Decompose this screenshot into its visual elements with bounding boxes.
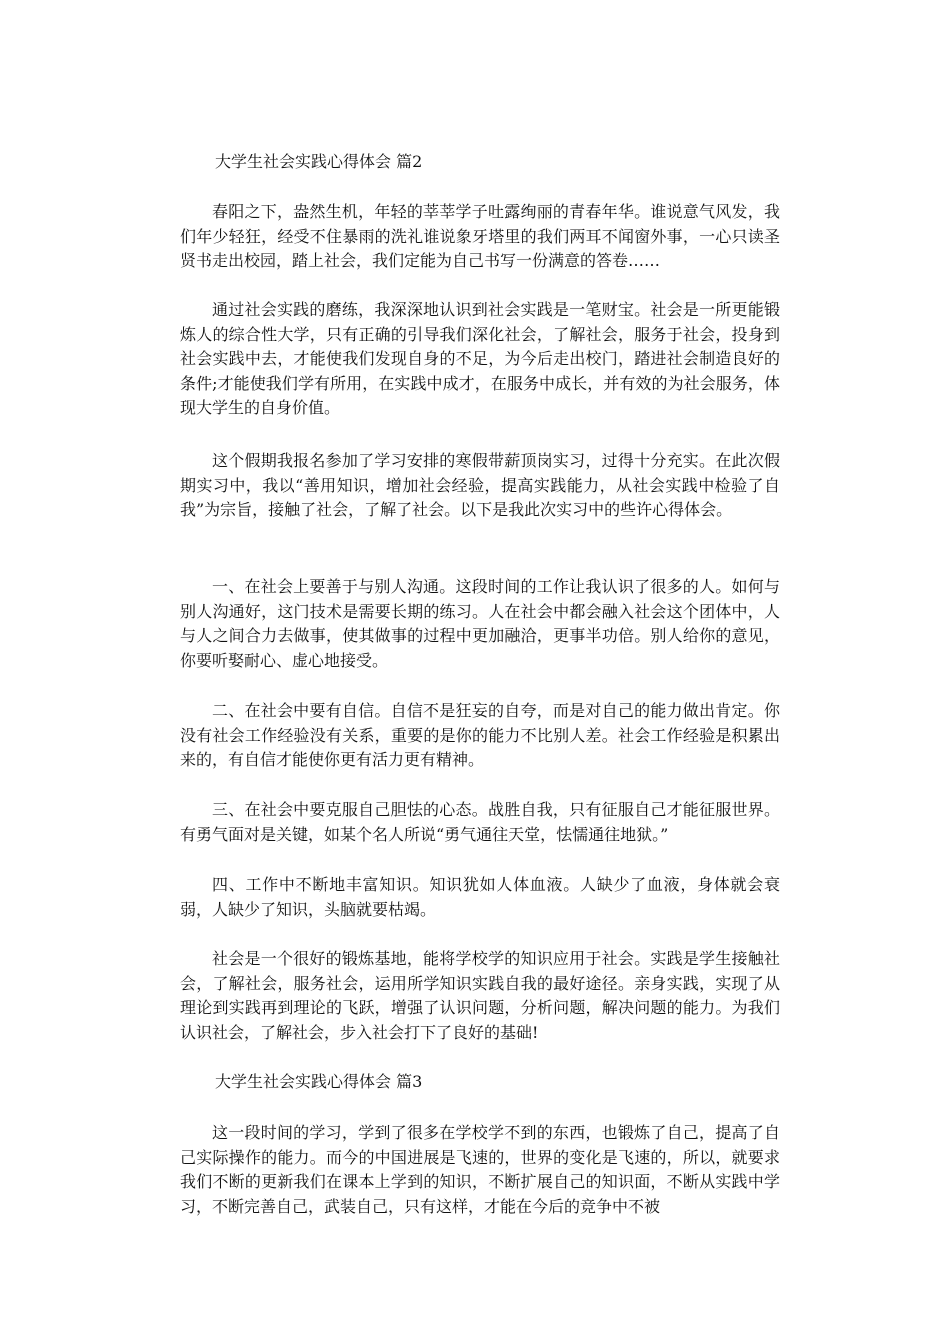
paragraph: 这一段时间的学习，学到了很多在学校学不到的东西，也锻炼了自己，提高了自己实际操作的能力。而今的中国进展是飞速的，世界的变化是飞速的，所以，就要求我们不断的更新我们在课本上学到的知识，不断扩展自己的知识面，不断从实践中学习，不断完善自己，武装自己，只有这样，才能在今后的竞争中不被 <box>180 1123 780 1216</box>
paragraph: 二、在社会中要有自信。自信不是狂妄的自夸，而是对自己的能力做出肯定。你没有社会工作经验没有关系，重要的是你的能力不比别人差。社会工作经验是积累出来的，有自信才能使你更有活力更有精神。 <box>180 701 780 769</box>
paragraph: 四、工作中不断地丰富知识。知识犹如人体血液。人缺少了血液，身体就会衰弱，人缺少了知识，头脑就要枯竭。 <box>180 875 780 919</box>
paragraph: 一、在社会上要善于与别人沟通。这段时间的工作让我认识了很多的人。如何与别人沟通好，这门技术是需要长期的练习。人在社会中都会融入社会这个团体中，人与人之间合力去做事，使其做事的过程中更加融洽，更事半功倍。别人给你的意见，你要听娶耐心、虚心地接受。 <box>180 577 780 670</box>
paragraph: 春阳之下，盎然生机，年轻的莘莘学子吐露绚丽的青春年华。谁说意气风发，我们年少轻狂，经受不住暴雨的洗礼谁说象牙塔里的我们两耳不闻窗外事，一心只读圣贤书走出校园，踏上社会，我们定能为自己书写一份满意的答卷…… <box>180 202 780 270</box>
paragraph: 社会是一个很好的锻炼基地，能将学校学的知识应用于社会。实践是学生接触社会，了解社会，服务社会，运用所学知识实践自我的最好途径。亲身实践，实现了从理论到实践再到理论的飞跃，增强了认识问题，分析问题，解决问题的能力。为我们认识社会，了解社会，步入社会打下了良好的基础! <box>180 949 780 1042</box>
paragraph: 通过社会实践的磨练，我深深地认识到社会实践是一笔财宝。社会是一所更能锻炼人的综合性大学，只有正确的引导我们深化社会，了解社会，服务于社会，投身到社会实践中去，才能使我们发现自身的不足，为今后走出校门，踏进社会制造良好的条件;才能使我们学有所用，在实践中成才，在服务中成长，并有效的为社会服务，体现大学生的自身价值。 <box>180 300 780 417</box>
paragraph: 三、在社会中要克服自己胆怯的心态。战胜自我，只有征服自己才能征服世界。有勇气面对是关键，如某个名人所说“勇气通往天堂，怯懦通往地狱。” <box>180 800 780 844</box>
paragraph: 这个假期我报名参加了学习安排的寒假带薪顶岗实习，过得十分充实。在此次假期实习中，我以“善用知识，增加社会经验，提高实践能力，从社会实践中检验了自我”为宗旨，接触了社会，了解了社会。以下是我此次实习中的些许心得体会。 <box>180 451 780 519</box>
section-heading: 大学生社会实践心得体会 篇3 <box>215 1072 423 1091</box>
section-heading: 大学生社会实践心得体会 篇2 <box>215 152 423 171</box>
